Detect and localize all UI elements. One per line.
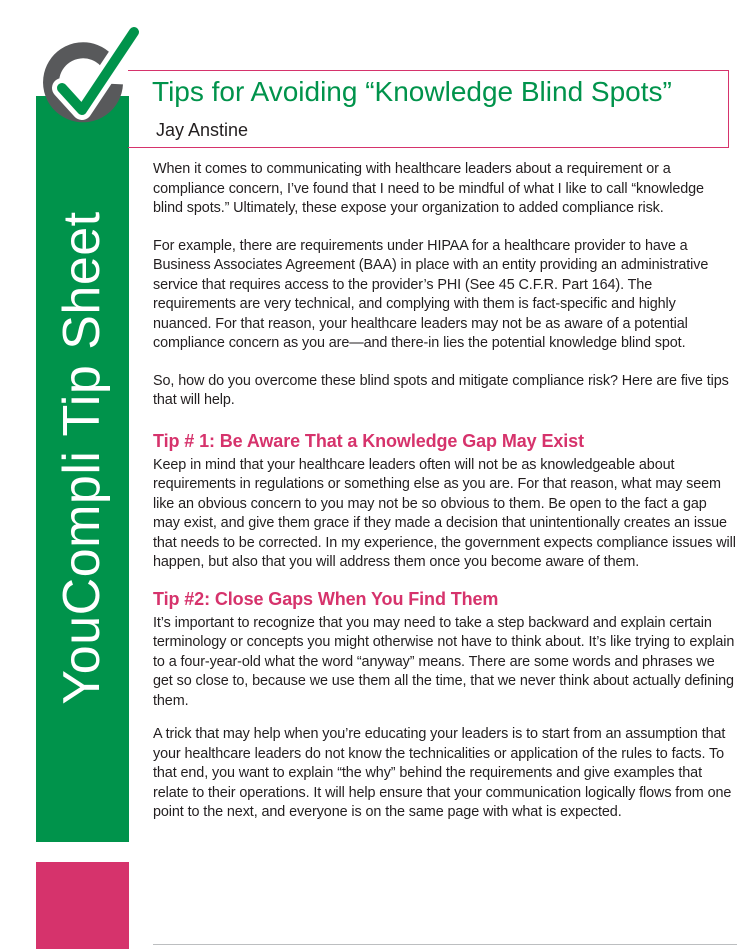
page-title: Tips for Avoiding “Knowledge Blind Spots”: [152, 76, 672, 107]
footer-divider: [153, 944, 737, 945]
tip-paragraph: A trick that may help when you’re educating your leaders is to start from an assumption that your healthcare leaders do not know the technicalities or application of the rules to facts. To that end, you want to explain “the why” behind the requirements and give examples that relate to their operations. It will help ensure that your communication logically flows from one point to the next, and everyone is on the same page with what is expected.: [153, 726, 732, 820]
tip-heading: Tip #2: Close Gaps When You Find Them: [153, 588, 499, 609]
sidebar-vertical-title: YouCompli Tip Sheet: [53, 211, 111, 705]
sidebar-pink-block: [36, 862, 129, 949]
checkmark-circle-icon: [30, 22, 142, 126]
article-body: [153, 160, 737, 841]
intro-paragraph: For example, there are requirements under HIPAA for a healthcare provider to have a Business Associates Agreement (BAA) in place with an entity providing an administrative service that requires access to the provider’s PHI (See 45 C.F.R. Part 164). The requirements are very technical, and complying with them is fact-specific and highly nuanced. For that reason, your healthcare leaders may not be as aware of a potential compliance concern as you are—and there-in lies the potential knowledge blind spot.: [153, 237, 709, 351]
tip-paragraph: Keep in mind that your healthcare leaders often will not be as knowledgeable about requirements in regulations or something else as you are. For that reason, what may seem like an obvious concern to you may not be so obvious to them. Be open to the fact a gap may exist, and give them grace if they made a decision that unintentionally creates an issue that needs to be corrected. In my experience, the government expects compliance issues will happen, but also that you will address them once you become aware of them.: [153, 456, 736, 570]
tip-paragraph: It’s important to recognize that you may need to take a step backward and explain certain terminology or concepts you might otherwise not have to think about. It’s like trying to explain to a four-year-old what the word “anyway” means. There are some words and phrases we get so close to, because we use them all the time, that we never think about actually defining them.: [153, 614, 735, 709]
intro-paragraph: So, how do you overcome these blind spots and mitigate compliance risk? Here are five tips that will help.: [153, 372, 729, 408]
intro-paragraph: When it comes to communicating with healthcare leaders about a requirement or a compliance concern, I’ve found that I need to be mindful of what I like to call “knowledge blind spots.” Ultimately, these expose your organization to added compliance risk.: [153, 161, 704, 216]
tip-heading: Tip # 1: Be Aware That a Knowledge Gap May Exist: [153, 430, 584, 451]
author-name: Jay Anstine: [156, 120, 249, 140]
